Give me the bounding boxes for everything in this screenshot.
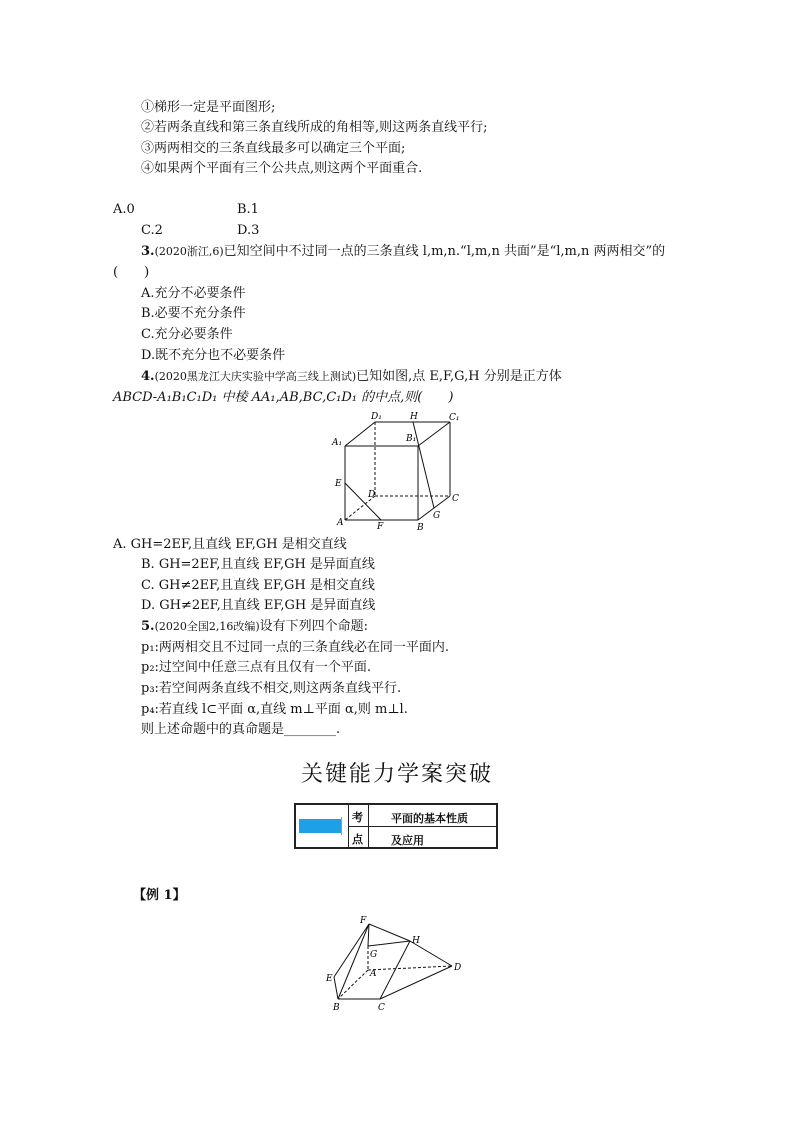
q4-number: 4. — [141, 369, 155, 384]
q5-prop-1: p₁:两两相交且不过同一点的三条直线必在同一平面内. — [141, 640, 450, 655]
q5-conclusion: 则上述命题中的真命题是________. — [141, 722, 341, 737]
cube-label-h: H — [410, 412, 418, 422]
q3-option-b: B.必要不充分条件 — [141, 306, 246, 321]
cube-label-e: E — [335, 479, 342, 489]
q4-source: (2020黑龙江大庆实验中学高三线上测试) — [154, 370, 357, 383]
kaodian-blue-tag — [299, 819, 341, 833]
q5-prop-2: p₂:过空间中任意三点有且仅有一个平面. — [141, 660, 372, 675]
q4-stem-1: 已知如图,点 E,F,G,H 分别是正方体 — [356, 369, 562, 384]
example-label: 【例 1】 — [133, 888, 186, 903]
q5-stem-line — [141, 618, 368, 636]
q4-option-a: A. GH=2EF,且直线 EF,GH 是相交直线 — [113, 537, 347, 552]
q2-option-b: B.1 — [237, 202, 259, 217]
cube-label-d: D — [368, 490, 376, 500]
q3-paren: ( ) — [113, 265, 150, 280]
q4-stem-line-2: ABCD-A₁B₁C₁D₁ 中棱 AA₁,AB,BC,C₁D₁ 的中点,则( ) — [113, 390, 454, 405]
q4-stem-line-1 — [141, 368, 562, 386]
cube-label-b1: B₁ — [406, 434, 417, 444]
cube-figure — [330, 408, 470, 533]
q2-option-c: C.2 — [141, 223, 163, 238]
q5-prop-3: p₃:若空间两条直线不相交,则这两条直线平行. — [141, 681, 402, 696]
example-label-b: B — [333, 1003, 340, 1013]
kaodian-char-2: 点 — [352, 833, 363, 846]
kaodian-tag-edge — [341, 817, 345, 835]
example-label-h: H — [412, 936, 420, 946]
kaodian-row-divider — [348, 826, 496, 827]
q4-option-b: B. GH=2EF,且直线 EF,GH 是异面直线 — [141, 557, 375, 572]
q3-source: (2020浙江,6) — [154, 245, 224, 258]
cube-label-a: A — [337, 518, 344, 528]
q4-option-c: C. GH≠2EF,且直线 EF,GH 是相交直线 — [141, 578, 375, 593]
q2-option-a: A.0 — [113, 202, 135, 217]
kaodian-title-1: 平面的基本性质 — [391, 812, 468, 825]
kaodian-title-2: 及应用 — [391, 834, 424, 847]
q5-prop-4: p₄:若直线 l⊂平面 α,直线 m⊥平面 α,则 m⊥l. — [141, 702, 408, 717]
q3-option-d: D.既不充分也不必要条件 — [141, 348, 286, 363]
q5-source: (2020全国2,16改编) — [154, 620, 260, 633]
q3-stem-line — [141, 243, 665, 261]
example-figure — [320, 913, 470, 1018]
cube-label-a1: A₁ — [332, 438, 343, 448]
q2-item-4: ④如果两个平面有三个公共点,则这两个平面重合. — [141, 161, 423, 176]
example-label-e: E — [326, 974, 333, 984]
q5-number: 5. — [141, 619, 155, 634]
example-label-f: F — [360, 916, 367, 926]
kaodian-char-1: 考 — [352, 811, 363, 824]
cube-label-c1: C₁ — [449, 413, 460, 423]
q4-option-d: D. GH≠2EF,且直线 EF,GH 是异面直线 — [141, 598, 376, 613]
q3-stem: 已知空间中不过同一点的三条直线 l,m,n.“l,m,n 共面”是“l,m,n 两两相交”的 — [223, 244, 666, 259]
cube-label-b: B — [417, 523, 424, 533]
cube-label-d1: D₁ — [371, 412, 382, 422]
section-title: 关键能力学案突破 — [300, 762, 493, 787]
example-label-a: A — [370, 969, 377, 979]
example-label-g: G — [370, 950, 378, 960]
q2-item-2: ②若两条直线和第三条直线所成的角相等,则这两条直线平行; — [141, 120, 488, 135]
q2-item-3: ③两两相交的三条直线最多可以确定三个平面; — [141, 141, 406, 156]
q2-item-1: ①梯形一定是平面图形; — [141, 100, 276, 115]
q3-number: 3. — [141, 244, 155, 259]
q3-option-a: A.充分不必要条件 — [141, 286, 246, 301]
q2-option-d: D.3 — [237, 223, 260, 238]
cube-label-g: G — [433, 511, 441, 521]
q3-option-c: C.充分必要条件 — [141, 327, 233, 342]
example-label-c: C — [378, 1003, 385, 1013]
q5-stem: 设有下列四个命题: — [259, 619, 369, 634]
kaodian-table — [294, 803, 498, 849]
cube-label-f: F — [377, 522, 384, 532]
example-label-d: D — [454, 963, 462, 973]
cube-label-c: C — [452, 494, 459, 504]
